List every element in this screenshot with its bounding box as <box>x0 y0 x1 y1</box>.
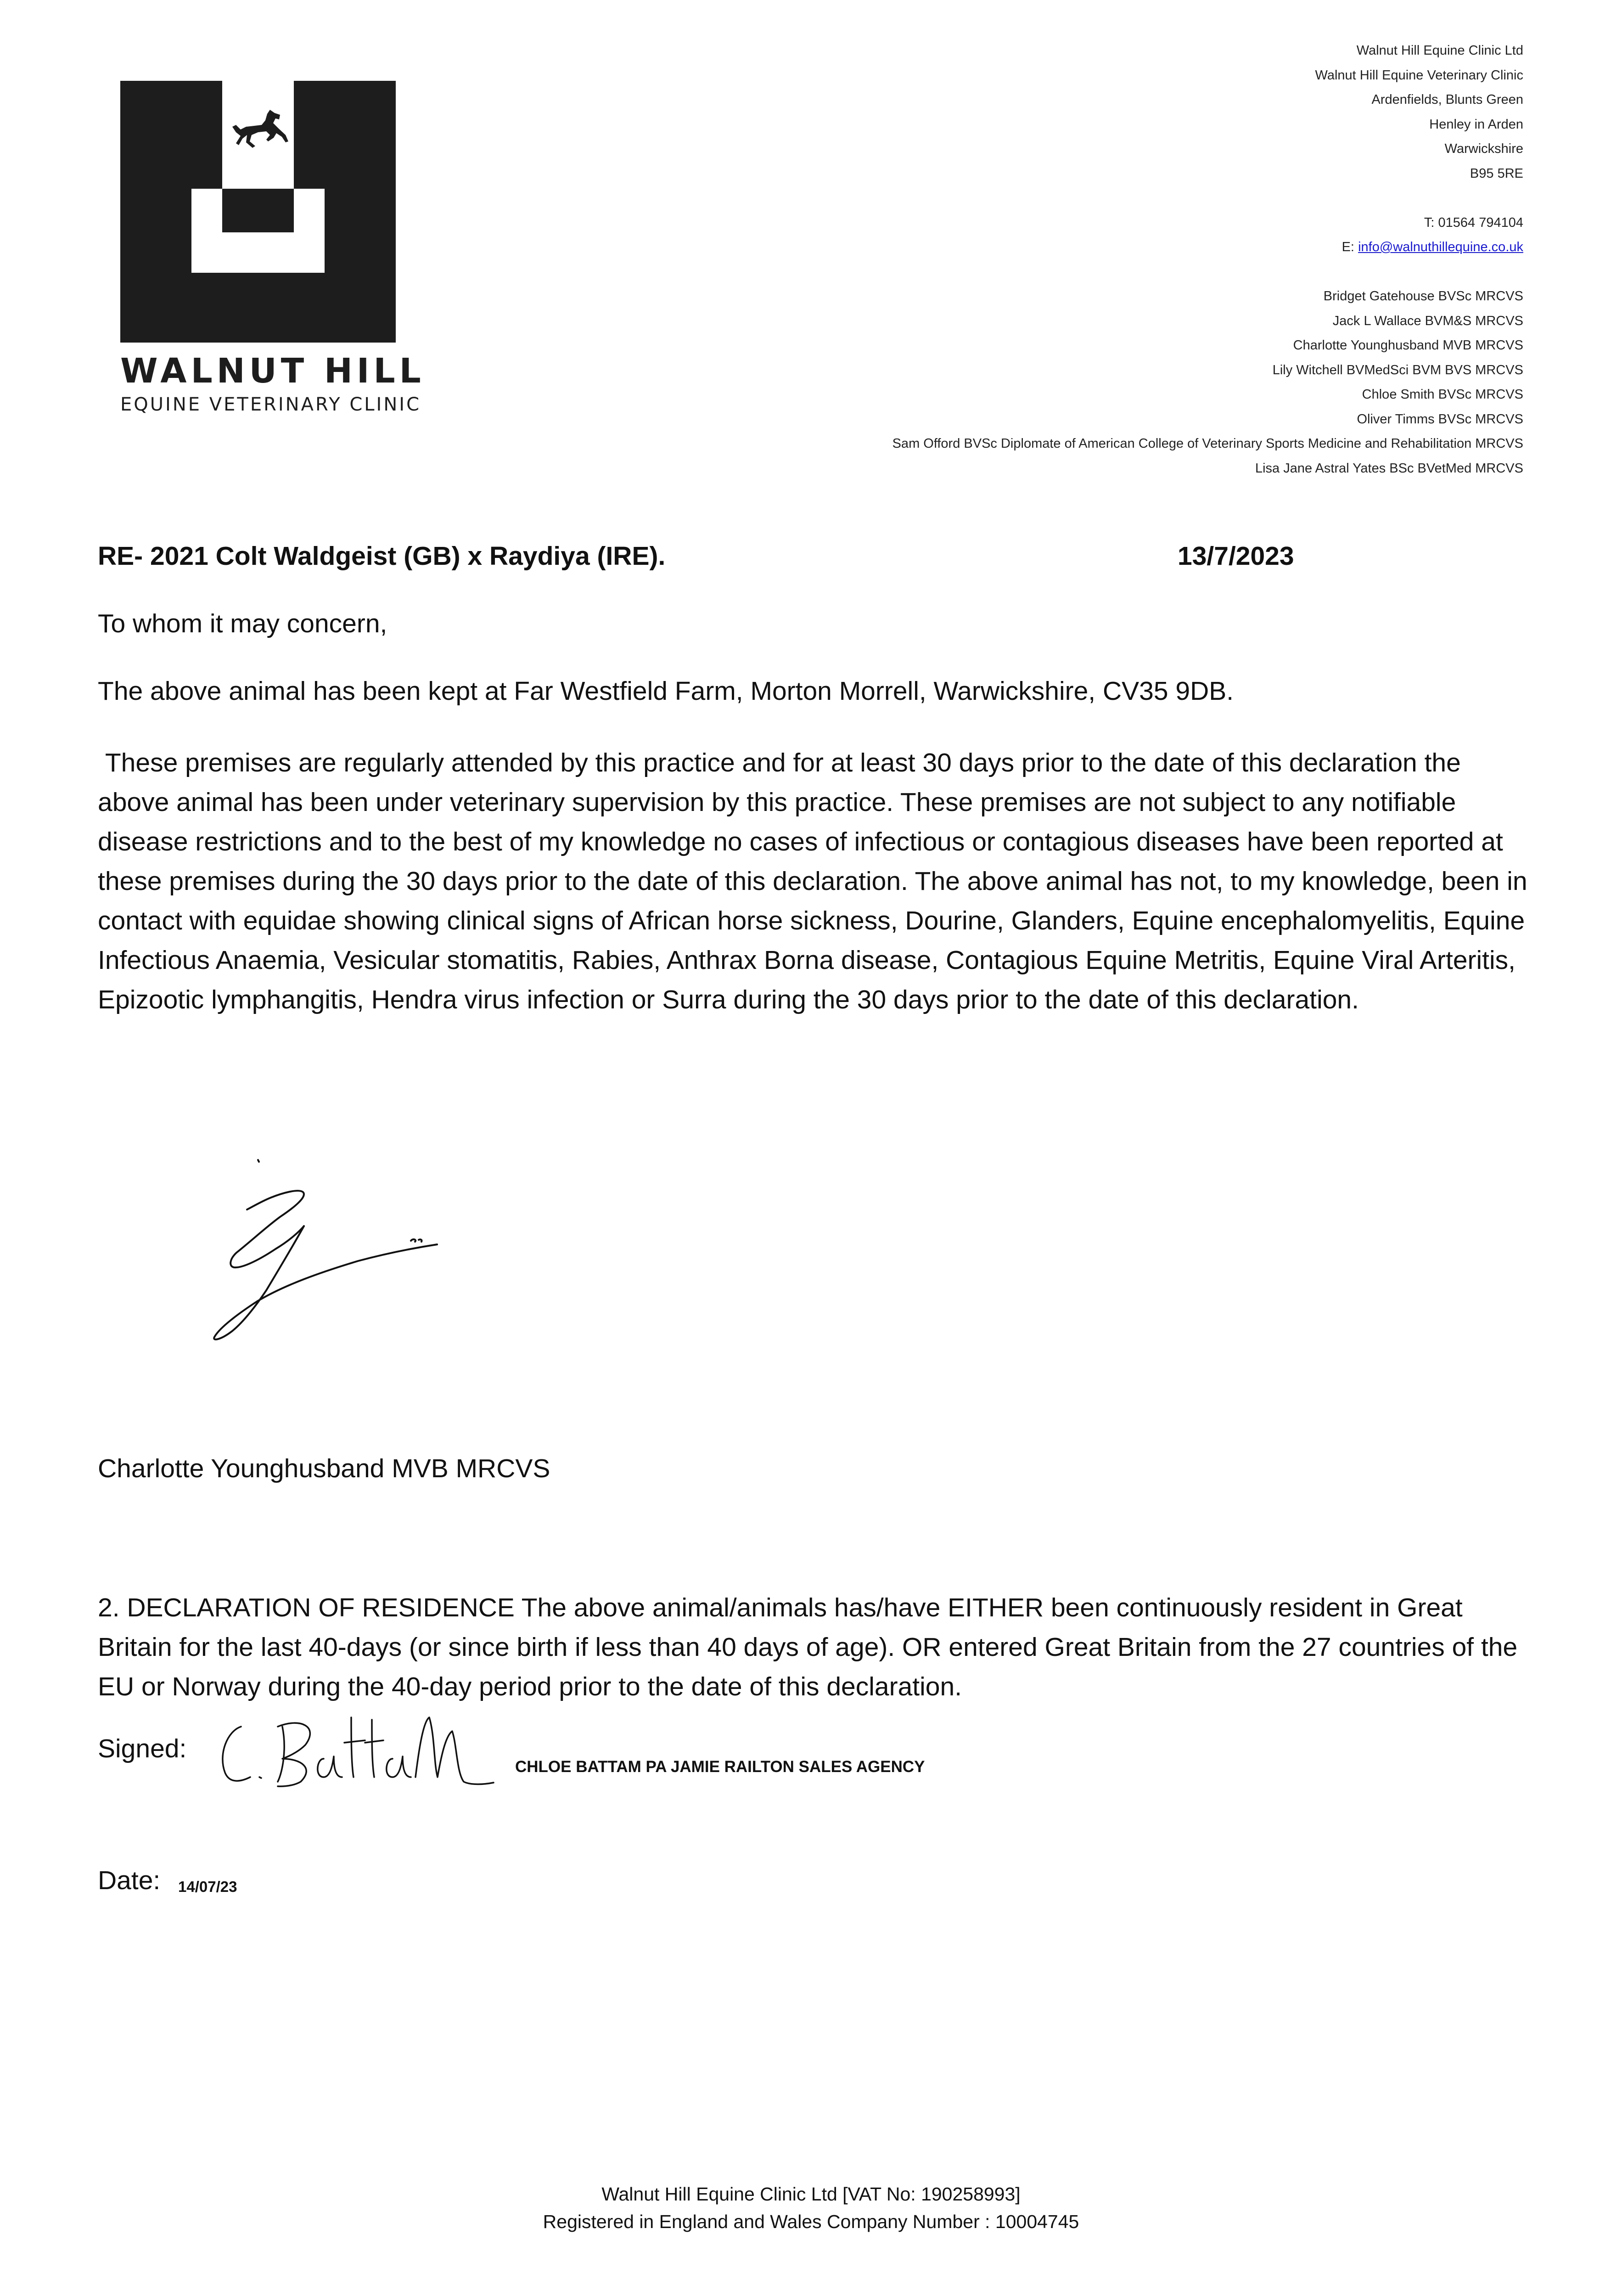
email-link[interactable]: info@walnuthillequine.co.uk <box>1358 240 1523 254</box>
date-label: Date: <box>98 1866 161 1895</box>
date-value: 14/07/23 <box>178 1878 237 1895</box>
signed-label: Signed: <box>98 1734 187 1763</box>
clinic-name: Walnut Hill Equine Veterinary Clinic <box>1315 68 1523 83</box>
staff-member: Sam Offord BVSc Diplomate of American College of Veterinary Sports Medicine and Rehabilitation MRCVS <box>892 436 1523 451</box>
veterinary-declaration-paragraph: These premises are regularly attended by this practice and for at least 30 days prior to the date of this declaration the above animal has been under veterinary supervision by this practice. These premises are not subject to any notifiable disease restrictions and to the best of my knowledge no cases of infectious or contagious diseases have been reported at these premises during the 30 days prior to the date of this declaration. The above animal has not, to my knowledge, been in contact with equidae showing clinical signs of African horse sickness, Dourine, Glanders, Equine encephalomyelitis, Equine Infectious Anaemia, Vesicular stomatitis, Rabies, Anthrax Borna disease, Contagious Equine Metritis, Equine Viral Arteritis, Epizootic lymphangitis, Hendra virus infection or Surra during the 30 days prior to the date of this declaration. <box>98 748 1535 1014</box>
page-footer <box>0 2180 1622 2235</box>
address-county: Warwickshire <box>1444 141 1523 156</box>
staff-member: Chloe Smith BVSc MRCVS <box>1362 387 1523 402</box>
animal-location: The above animal has been kept at Far Westfield Farm, Morton Morrell, Warwickshire, CV35 9DB. <box>98 676 1234 706</box>
address-street: Ardenfields, Blunts Green <box>1371 92 1523 107</box>
clinic-logo <box>120 81 396 343</box>
agent-signature <box>213 1708 498 1795</box>
staff-member: Oliver Timms BVSc MRCVS <box>1357 411 1523 427</box>
phone-number: T: 01564 794104 <box>1424 215 1523 230</box>
staff-member: Lisa Jane Astral Yates BSc BVetMed MRCVS <box>1255 461 1523 476</box>
signer-name: CHLOE BATTAM PA JAMIE RAILTON SALES AGENCY <box>515 1758 925 1776</box>
subject-line: RE- 2021 Colt Waldgeist (GB) x Raydiya (IRE). <box>98 541 666 571</box>
vet-name: Charlotte Younghusband MVB MRCVS <box>98 1454 550 1483</box>
staff-member: Jack L Wallace BVM&S MRCVS <box>1332 313 1523 328</box>
logo-subtitle: EQUINE VETERINARY CLINIC <box>120 394 421 415</box>
address-town: Henley in Arden <box>1429 117 1523 132</box>
email-line <box>513 235 1523 260</box>
staff-member: Bridget Gatehouse BVSc MRCVS <box>1323 289 1523 304</box>
letter-date: 13/7/2023 <box>1178 541 1294 571</box>
footer-vat-line: Walnut Hill Equine Clinic Ltd [VAT No: 190258993] <box>601 2183 1021 2205</box>
staff-member: Charlotte Younghusband MVB MRCVS <box>1293 338 1523 353</box>
staff-member: Lily Witchell BVMedSci BVM BVS MRCVS <box>1272 362 1523 377</box>
logo-title: WALNUT HILL <box>120 351 425 391</box>
email-prefix: E: <box>1341 240 1358 254</box>
company-name: Walnut Hill Equine Clinic Ltd <box>1356 43 1523 58</box>
address-postcode: B95 5RE <box>1470 166 1523 181</box>
clinic-address-block <box>513 39 1523 481</box>
salutation: To whom it may concern, <box>98 609 387 638</box>
declaration-of-residence: 2. DECLARATION OF RESIDENCE The above animal/animals has/have EITHER been continuously resident in Great Britain for the last 40-days (or since birth if less than 40 days of age). OR entered Great Britain from the 27 countries of the EU or Norway during the 40-day period prior to the date of this declaration. <box>98 1593 1518 1701</box>
footer-registration-line: Registered in England and Wales Company Number : 10004745 <box>543 2211 1079 2232</box>
vet-signature <box>184 1143 487 1401</box>
